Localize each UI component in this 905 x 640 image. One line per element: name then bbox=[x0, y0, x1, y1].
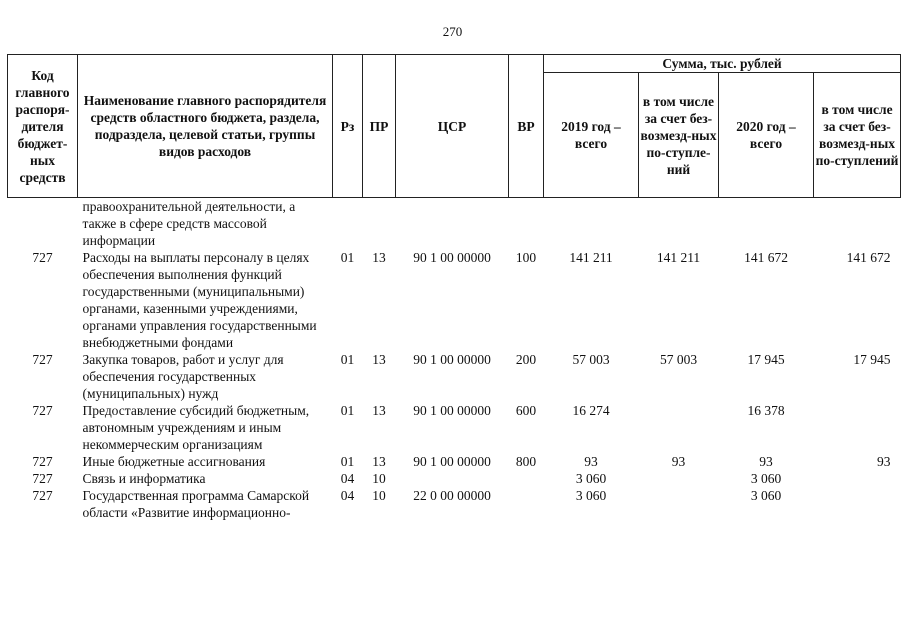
cell-csr bbox=[396, 470, 509, 487]
cell-code: 727 bbox=[32, 352, 53, 367]
cell-pr: 13 bbox=[372, 454, 386, 469]
table-row bbox=[8, 402, 901, 453]
cell-pr bbox=[363, 198, 396, 250]
header-2020-free: в том числе за счет без-возмезд-ных по-ступлений bbox=[814, 73, 901, 198]
cell-rz: 04 bbox=[340, 471, 355, 486]
cell-rz: 01 bbox=[340, 352, 355, 367]
cell-vr bbox=[509, 470, 544, 487]
cell-code: 727 bbox=[32, 488, 53, 503]
cell-2019-free: 141 211 bbox=[656, 250, 701, 265]
cell-pr: 10 bbox=[372, 488, 386, 503]
header-rz: Рз bbox=[333, 55, 363, 198]
cell-2020-free bbox=[814, 470, 901, 487]
cell-2019-total: 57 003 bbox=[572, 352, 610, 367]
cell-2019-free bbox=[639, 198, 719, 250]
cell-2020-free bbox=[814, 402, 901, 453]
cell-2020-total: 16 378 bbox=[747, 403, 785, 418]
cell-vr bbox=[509, 487, 544, 521]
cell-2019-total: 93 bbox=[584, 454, 598, 469]
cell-2019-free bbox=[639, 470, 719, 487]
cell-csr: 90 1 00 00000 bbox=[413, 250, 491, 265]
cell-2019-free bbox=[639, 402, 719, 453]
cell-2020-total: 141 672 bbox=[744, 250, 788, 265]
table-header bbox=[8, 55, 901, 198]
cell-code: 727 bbox=[32, 250, 53, 265]
cell-2020-free: 17 945 bbox=[853, 352, 891, 367]
cell-vr: 600 bbox=[515, 403, 537, 418]
header-name: Наименование главного распорядителя средств областного бюджета, раздела, подраздела, целевой статьи, группы видов расходов bbox=[78, 55, 333, 198]
table-row bbox=[8, 453, 901, 470]
cell-name: Иные бюджетные ассигнования bbox=[82, 454, 266, 469]
cell-2020-total: 3 060 bbox=[750, 471, 782, 486]
cell-code: 727 bbox=[32, 454, 53, 469]
cell-2019-total: 3 060 bbox=[575, 488, 607, 503]
cell-2019-total: 3 060 bbox=[575, 471, 607, 486]
cell-name: Закупка товаров, работ и услуг для обеспечения государственных (муниципальных) нужд bbox=[82, 352, 284, 401]
table-row bbox=[8, 487, 901, 521]
cell-code: 727 bbox=[32, 471, 53, 486]
cell-pr: 13 bbox=[372, 403, 386, 418]
table-row bbox=[8, 249, 901, 351]
cell-2019-free bbox=[639, 487, 719, 521]
table-row bbox=[8, 351, 901, 402]
cell-2020-free bbox=[814, 198, 901, 250]
cell-2019-total: 16 274 bbox=[572, 403, 610, 418]
cell-csr: 90 1 00 00000 bbox=[413, 454, 491, 469]
header-pr: ПР bbox=[363, 55, 396, 198]
cell-name: Связь и информатика bbox=[82, 471, 206, 486]
header-2020-total: 2020 год – всего bbox=[719, 73, 814, 198]
header-2019-free: в том числе за счет без-возмезд-ных по-ступле-ний bbox=[639, 73, 719, 198]
cell-csr: 90 1 00 00000 bbox=[413, 403, 491, 418]
cell-2020-total bbox=[719, 198, 814, 250]
cell-name: Предоставление субсидий бюджетным, автономным учреждениям и иным некоммерческим организациям bbox=[82, 403, 310, 452]
cell-rz: 01 bbox=[340, 250, 355, 265]
cell-vr: 100 bbox=[515, 250, 537, 265]
cell-pr: 10 bbox=[372, 471, 386, 486]
cell-vr: 200 bbox=[515, 352, 537, 367]
cell-rz: 04 bbox=[340, 488, 355, 503]
table-row bbox=[8, 470, 901, 487]
table-row bbox=[8, 198, 901, 250]
cell-name: Расходы на выплаты персоналу в целях обеспечения выполнения функций государственными (муниципальными) органами, казенными учреждениями, органами управления государственными внебюджетными фондами bbox=[82, 250, 317, 350]
cell-csr: 22 0 00 00000 bbox=[413, 488, 491, 503]
cell-csr bbox=[396, 198, 509, 250]
page-number: 270 bbox=[442, 24, 463, 39]
cell-rz: 01 bbox=[340, 454, 355, 469]
cell-name: Государственная программа Самарской области «Развитие информационно- bbox=[82, 488, 310, 520]
header-sum: Сумма, тыс. рублей bbox=[544, 55, 901, 73]
cell-vr: 800 bbox=[515, 454, 537, 469]
cell-2019-total: 141 211 bbox=[569, 250, 613, 265]
cell-2020-free: 141 672 bbox=[846, 250, 891, 265]
cell-code bbox=[8, 198, 78, 250]
cell-vr bbox=[509, 198, 544, 250]
cell-2020-total: 3 060 bbox=[750, 488, 782, 503]
header-vr: ВР bbox=[509, 55, 544, 198]
header-csr: ЦСР bbox=[396, 55, 509, 198]
cell-name: правоохранительной деятельности, а также в сфере средств массовой информации bbox=[78, 198, 333, 250]
header-2019-total: 2019 год – всего bbox=[544, 73, 639, 198]
header-code: Код главного распоря-дителя бюджет-ных средств bbox=[8, 55, 78, 198]
cell-pr: 13 bbox=[372, 352, 386, 367]
cell-2020-free: 93 bbox=[877, 454, 891, 469]
cell-2019-total bbox=[544, 198, 639, 250]
cell-2020-total: 93 bbox=[759, 454, 773, 469]
cell-2019-free: 93 bbox=[671, 454, 686, 469]
cell-csr: 90 1 00 00000 bbox=[413, 352, 491, 367]
cell-2020-free bbox=[814, 487, 901, 521]
cell-rz: 01 bbox=[340, 403, 355, 418]
cell-2020-total: 17 945 bbox=[747, 352, 785, 367]
table-body bbox=[8, 198, 901, 522]
cell-rz bbox=[333, 198, 363, 250]
budget-table bbox=[7, 54, 901, 521]
cell-code: 727 bbox=[32, 403, 53, 418]
cell-2019-free: 57 003 bbox=[659, 352, 698, 367]
cell-pr: 13 bbox=[372, 250, 386, 265]
